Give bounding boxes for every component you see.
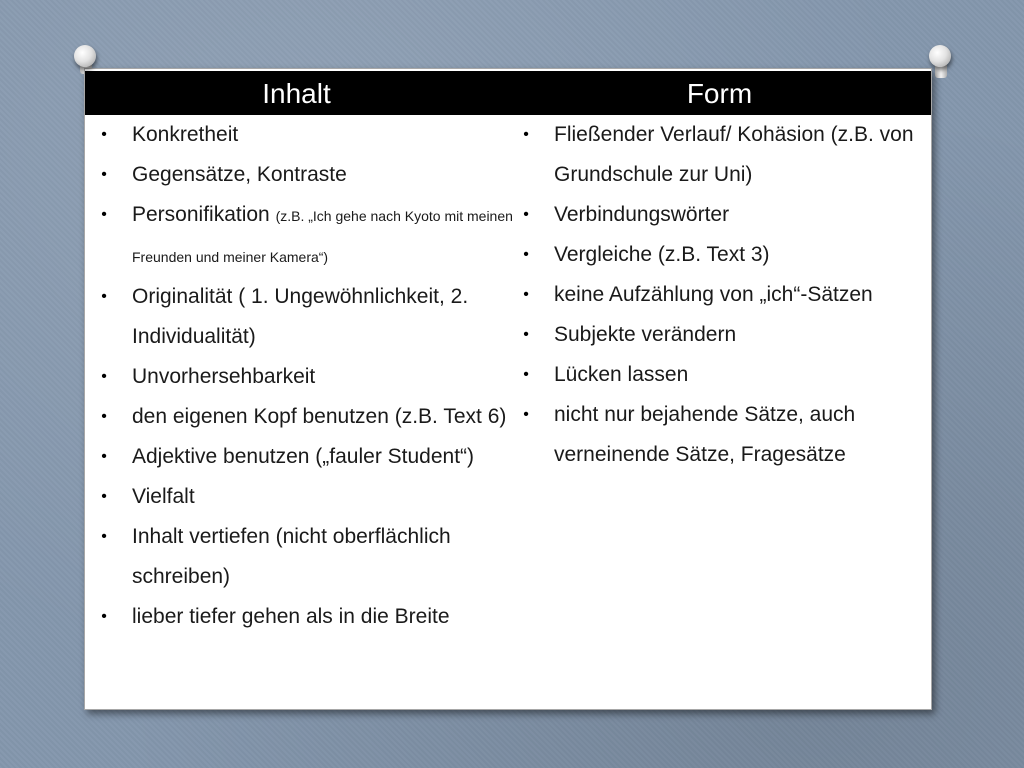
list-item [95,597,515,637]
item-text: keine Aufzählung von „ich“-Sätzen [554,283,873,306]
bullet-icon: • [523,246,529,263]
item-text: Vergleiche (z.B. Text 3) [554,243,770,266]
inhalt-list [95,115,515,637]
list-item [95,477,515,517]
bullet-icon: • [523,126,529,143]
item-text: Personifikation [132,203,276,226]
form-list [517,115,927,475]
item-text: Subjekte verändern [554,323,737,346]
item-text: Originalität ( 1. Ungewöhnlichkeit, 2. Individualität) [132,285,469,348]
bullet-icon: • [101,488,107,505]
bullet-icon: • [101,528,107,545]
bullet-icon: • [523,326,529,343]
list-item [517,275,927,315]
list-item [517,355,927,395]
list-item [95,437,515,477]
list-item [95,517,515,597]
pushpin-icon-right [929,45,951,67]
item-text: den eigenen Kopf benutzen (z.B. Text 6) [132,405,507,428]
bullet-icon: • [101,126,107,143]
list-item [517,195,927,235]
list-item [95,397,515,437]
header-inhalt: Inhalt [262,78,331,109]
list-item [517,395,927,475]
pushpin-icon-left [74,45,96,67]
list-item [517,315,927,355]
item-text: Lücken lassen [554,363,689,386]
header-form: Form [686,78,753,109]
list-item [517,235,927,275]
bullet-icon: • [101,166,107,183]
list-item [95,155,515,195]
bullet-icon: • [101,608,107,625]
item-note: (z.B. „Ich gehe nach Kyoto mit meinen Freunden und meiner Kamera“) [132,208,513,265]
inhalt-column [95,115,515,637]
item-text: Adjektive benutzen („fauler Student“) [132,445,475,468]
table-header [85,71,931,115]
item-text: nicht nur bejahende Sätze, auch verneinende Sätze, Fragesätze [554,403,856,466]
bullet-icon: • [523,406,529,423]
bullet-icon: • [101,368,107,385]
item-text: lieber tiefer gehen als in die Breite [132,605,450,628]
bullet-icon: • [101,448,107,465]
list-item [95,115,515,155]
bullet-icon: • [523,206,529,223]
list-item [517,115,927,195]
item-text: Konkretheit [132,123,239,146]
item-text: Inhalt vertiefen (nicht oberflächlich schreiben) [132,525,451,588]
bullet-icon: • [101,408,107,425]
bullet-icon: • [101,288,107,305]
list-item [95,357,515,397]
list-item [95,195,515,277]
bullet-icon: • [523,286,529,303]
bullet-icon: • [101,206,107,223]
item-text: Verbindungswörter [554,203,730,226]
item-text: Unvorhersehbarkeit [132,365,316,388]
item-text: Gegensätze, Kontraste [132,163,347,186]
item-text: Vielfalt [132,485,195,508]
form-column [517,115,927,475]
item-text: Fließender Verlauf/ Kohäsion (z.B. von Grundschule zur Uni) [554,123,914,186]
pinned-card [84,68,932,710]
list-item [95,277,515,357]
bullet-icon: • [523,366,529,383]
